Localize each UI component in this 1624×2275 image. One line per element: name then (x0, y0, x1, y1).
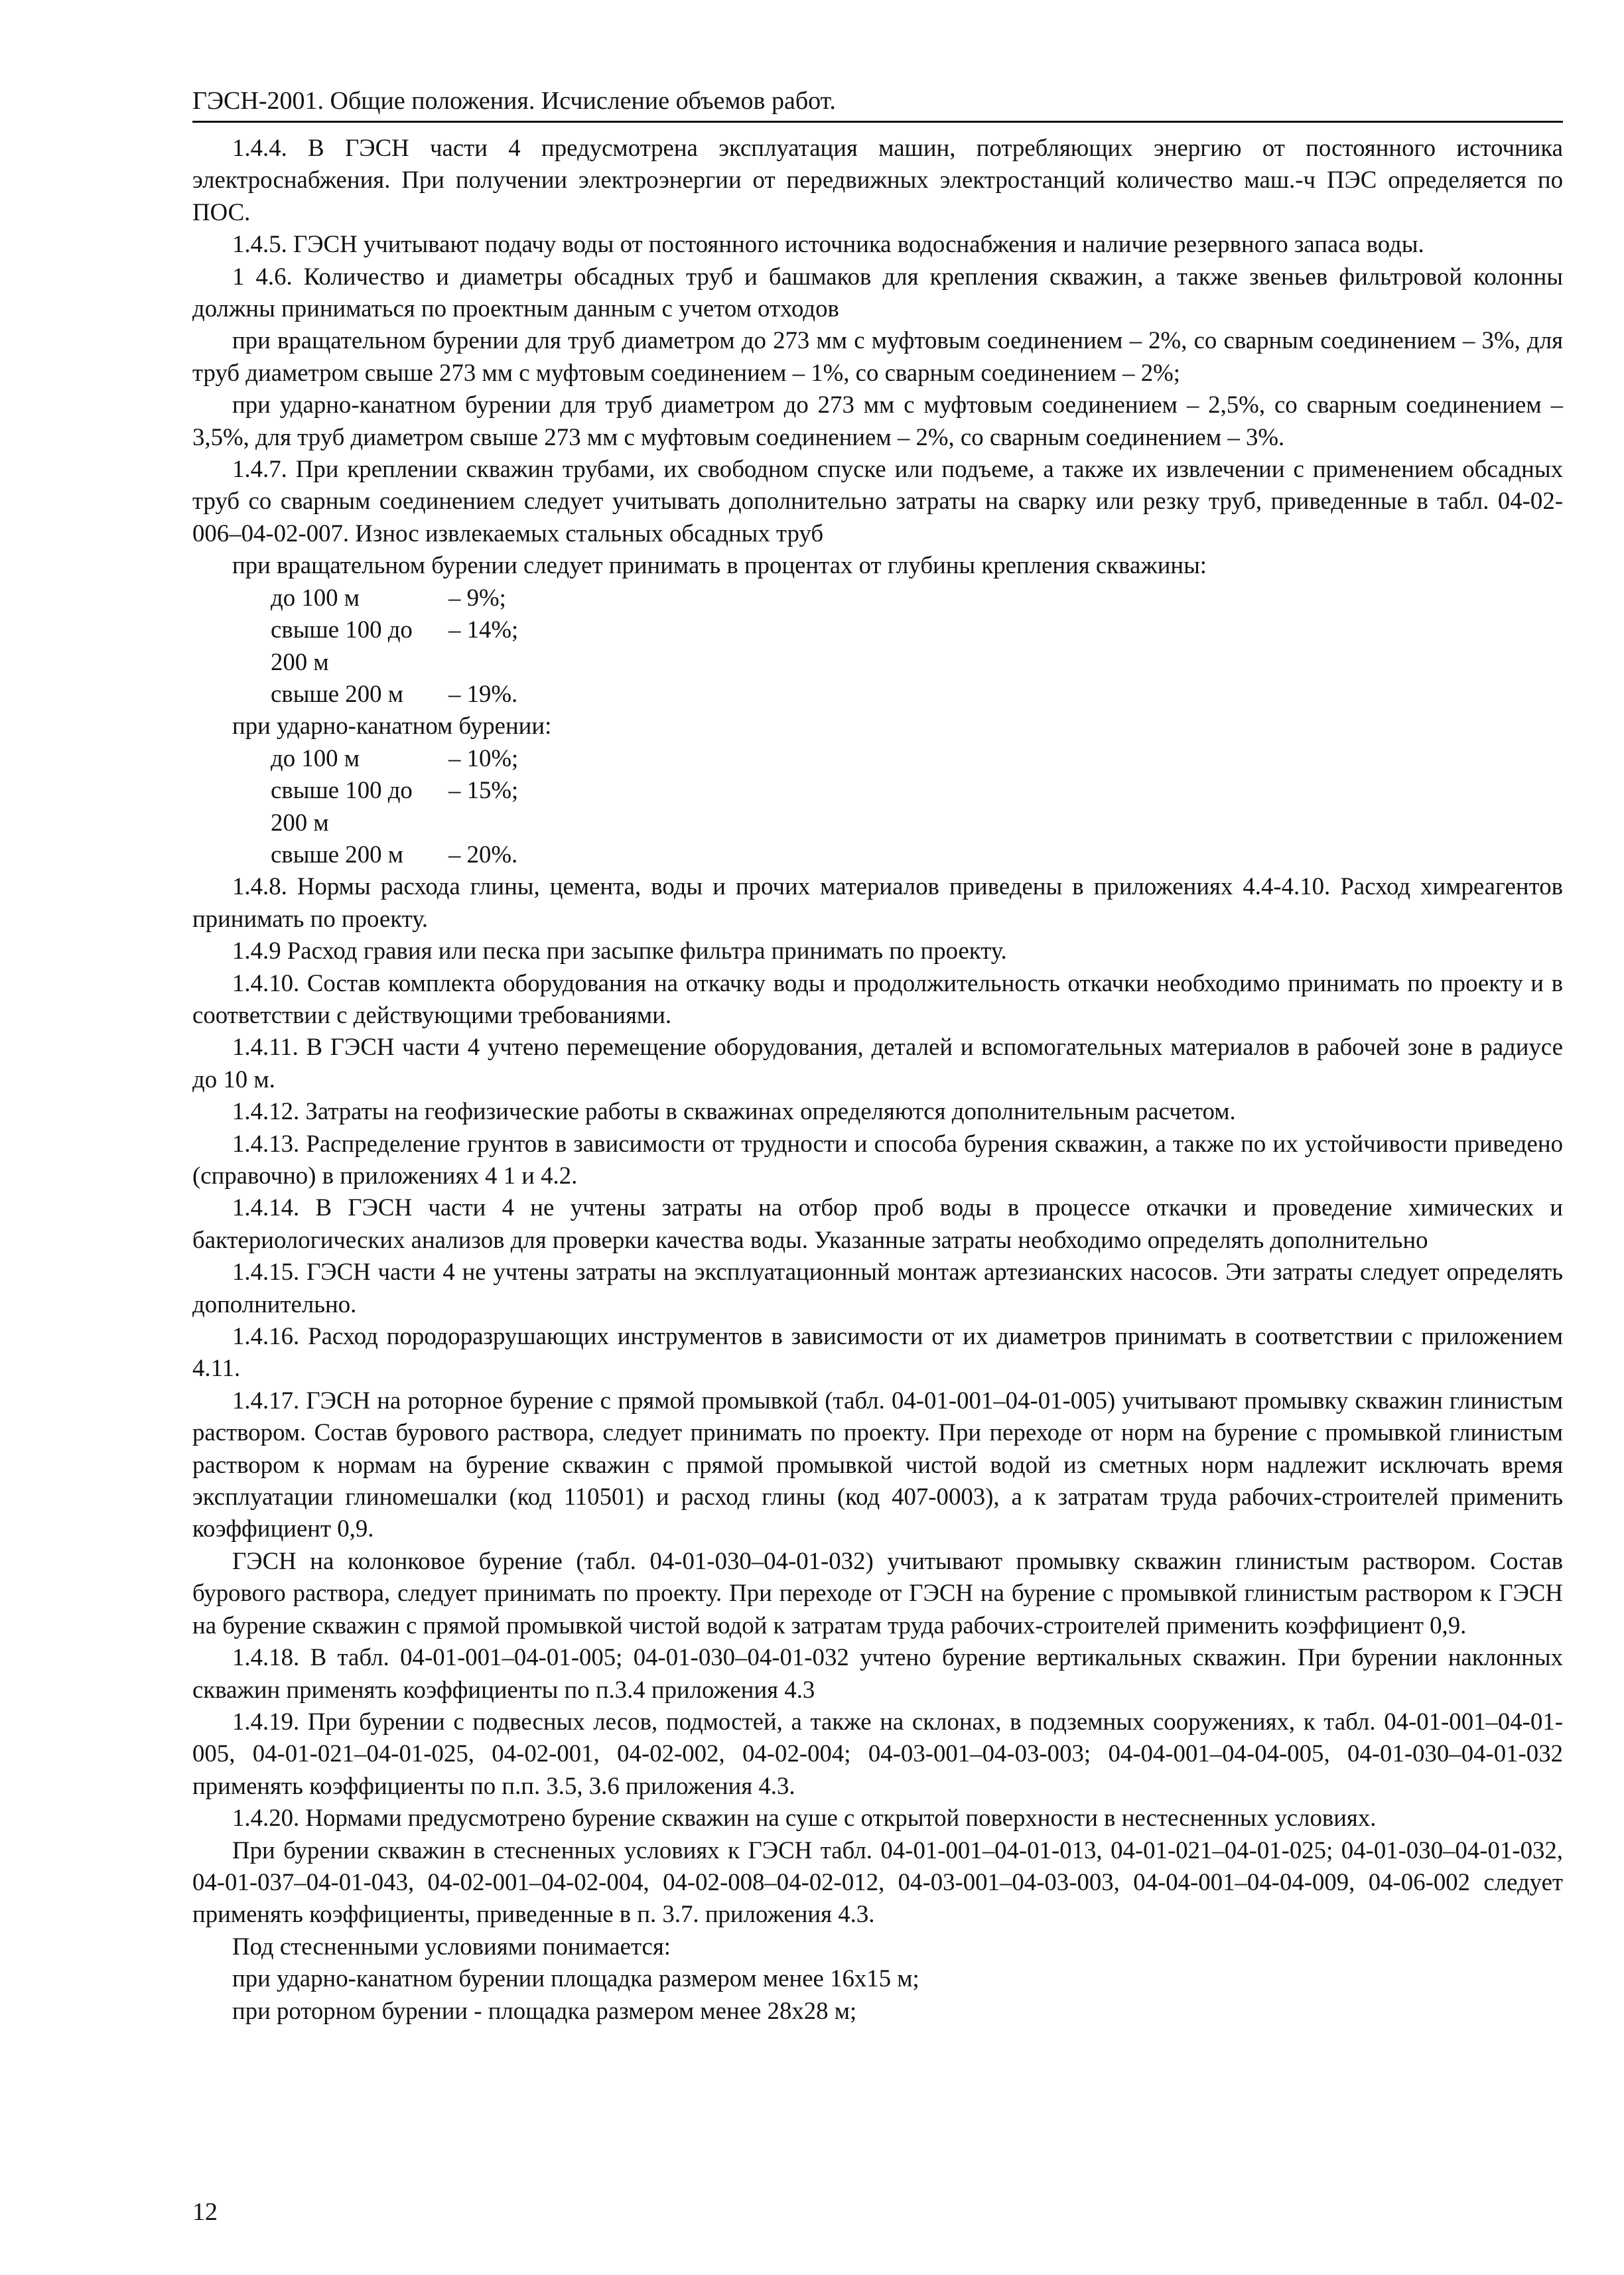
wear-percent: – 19%. (448, 679, 518, 707)
paragraph-rotary-site: при роторном бурении - площадка размером менее 28х28 м; (232, 1996, 857, 2024)
list-item (192, 582, 1563, 614)
list-item (192, 774, 1563, 839)
depth-range: свыше 200 м (271, 840, 403, 868)
paragraph-1-4-15: 1.4.15. ГЭСН части 4 не учтены затраты на эксплуатационный монтаж артезианских насосов. Эти затраты следует определять дополнительно. (192, 1258, 1563, 1318)
depth-range: свыше 100 до 200 м (271, 776, 413, 836)
paragraph-constrained-drilling: При бурении скважин в стесненных условиях к ГЭСН табл. 04-01-001–04-01-013, 04-01-021–04-01-025; 04-01-030–04-01-032, 04-01-037–04-01-043, 04-02-001–04-02-004, 04-02-008–04-02-012, 04-03-001–04-03-003, 04-04-001–04-04-009, 04-06-002 следует применять коэффициенты, приведенные в п. 3.7. приложения 4.3. (192, 1836, 1563, 1928)
wear-percent: – 10%; (448, 744, 519, 772)
paragraph-1-4-9: 1.4.9 Расход гравия или песка при засыпке фильтра принимать по проекту. (232, 937, 1007, 965)
paragraph-percussion-pipes: при ударно-канатном бурении для труб диаметром до 273 мм с муфтовым соединением – 2,5%, со сварным соединением – 3,5%, для труб диаметром свыше 273 мм с муфтовым соединением – 2%, со сварным соединением – 3%. (192, 391, 1563, 450)
running-header: ГЭСН-2001. Общие положения. Исчисление объемов работ. (192, 85, 1563, 123)
paragraph-percussion-wear: при ударно-канатном бурении: (232, 712, 552, 740)
depth-range: свыше 100 до 200 м (271, 616, 413, 675)
document-body (192, 132, 1563, 2027)
paragraph-1-4-14: 1.4.14. В ГЭСН части 4 не учтены затраты на отбор проб воды в процессе откачки и проведение химических и бактериологических анализов для проверки качества воды. Указанные затраты необходимо определять дополнительно (192, 1194, 1563, 1253)
list-item (192, 614, 1563, 678)
paragraph-1-4-20: 1.4.20. Нормами предусмотрено бурение скважин на суше с открытой поверхности в нестесненных условиях. (232, 1804, 1377, 1832)
paragraph-1-4-12: 1.4.12. Затраты на геофизические работы в скважинах определяются дополнительным расчетом. (232, 1097, 1236, 1125)
paragraph-1-4-7: 1.4.7. При креплении скважин трубами, их свободном спуске или подъеме, а также их извлечении с применением обсадных труб со сварным соединением следует учитывать дополнительно затраты на сварку или резку труб, приведенные в табл. 04-02-006–04-02-007. Износ извлекаемых стальных обсадных труб (192, 455, 1563, 547)
paragraph-percussion-site: при ударно-канатном бурении площадка размером менее 16х15 м; (232, 1965, 919, 1992)
list-item (192, 839, 1563, 870)
paragraph-constrained-definition: Под стесненными условиями понимается: (232, 1932, 671, 1960)
wear-percent: – 15%; (448, 776, 519, 804)
percussion-wear-list (192, 742, 1563, 871)
list-item (192, 678, 1563, 710)
page-number: 12 (192, 2198, 218, 2226)
paragraph-1-4-18: 1.4.18. В табл. 04-01-001–04-01-005; 04-01-030–04-01-032 учтено бурение вертикальных скважин. При бурении наклонных скважин применять коэффициенты по п.3.4 приложения 4.3 (192, 1643, 1563, 1703)
rotary-wear-list (192, 582, 1563, 711)
paragraph-core-drilling: ГЭСН на колонковое бурение (табл. 04-01-030–04-01-032) учитывают промывку скважин глинистым раствором. Состав бурового раствора, следует принимать по проекту. При переходе от ГЭСН на бурение с промывкой глинистым раствором к ГЭСН на бурение скважин с прямой промывкой чистой водой к затратам труда рабочих-строителей применить коэффициент 0,9. (192, 1547, 1563, 1639)
paragraph-1-4-19: 1.4.19. При бурении с подвесных лесов, подмостей, а также на склонах, в подземных сооружениях, к табл. 04-01-001–04-01-005, 04-01-021–04-01-025, 04-02-001, 04-02-002, 04-02-004; 04-03-001–04-03-003; 04-04-001–04-04-005, 04-01-030–04-01-032 применять коэффициенты по п.п. 3.5, 3.6 приложения 4.3. (192, 1707, 1563, 1799)
list-item (192, 742, 1563, 774)
paragraph-rotary-pipes: при вращательном бурении для труб диаметром до 273 мм с муфтовым соединением – 2%, со сварным соединением – 3%, для труб диаметром свыше 273 мм с муфтовым соединением – 1%, со сварным соединением – 2%; (192, 326, 1563, 386)
wear-percent: – 20%. (448, 840, 518, 868)
wear-percent: – 14%; (448, 616, 519, 644)
paragraph-1-4-13: 1.4.13. Распределение грунтов в зависимости от трудности и способа бурения скважин, а также по их устойчивости приведено (справочно) в приложениях 4 1 и 4.2. (192, 1129, 1563, 1189)
paragraph-rotary-wear: при вращательном бурении следует принимать в процентах от глубины крепления скважины: (232, 551, 1207, 579)
depth-range: до 100 м (271, 744, 360, 772)
paragraph-1-4-11: 1.4.11. В ГЭСН части 4 учтено перемещение оборудования, деталей и вспомогательных материалов в рабочей зоне в радиусе до 10 м. (192, 1033, 1563, 1093)
paragraph-1-4-10: 1.4.10. Состав комплекта оборудования на откачку воды и продолжительность откачки необходимо принимать по проекту и в соответствии с действующими требованиями. (192, 969, 1563, 1028)
paragraph-1-4-6: 1 4.6. Количество и диаметры обсадных труб и башмаков для крепления скважин, а также звеньев фильтровой колонны должны приниматься по проектным данным с учетом отходов (192, 262, 1563, 322)
paragraph-1-4-17: 1.4.17. ГЭСН на роторное бурение с прямой промывкой (табл. 04-01-001–04-01-005) учитывают промывку скважин глинистым раствором. Состав бурового раствора, следует принимать по проекту. При переходе от норм на бурение с промывкой глинистым раствором к нормам на бурение скважин с прямой промывкой чистой водой из сметных норм надлежит исключать время эксплуатации глиномешалки (код 110501) и расход глины (код 407-0003), а к затратам труда рабочих-строителей применить коэффициент 0,9. (192, 1386, 1563, 1543)
paragraph-1-4-5: 1.4.5. ГЭСН учитывают подачу воды от постоянного источника водоснабжения и наличие резервного запаса воды. (232, 230, 1424, 258)
paragraph-1-4-4: 1.4.4. В ГЭСН части 4 предусмотрена эксплуатация машин, потребляющих энергию от постоянного источника электроснабжения. При получении электроэнергии от передвижных электростанций количество маш.-ч ПЭС определяется по ПОС. (192, 134, 1563, 226)
depth-range: свыше 200 м (271, 679, 403, 707)
depth-range: до 100 м (271, 583, 360, 611)
paragraph-1-4-8: 1.4.8. Нормы расхода глины, цемента, воды и прочих материалов приведены в приложениях 4.4-4.10. Расход химреагентов принимать по проекту. (192, 872, 1563, 932)
wear-percent: – 9%; (448, 583, 506, 611)
paragraph-1-4-16: 1.4.16. Расход породоразрушающих инструментов в зависимости от их диаметров принимать в соответствии с приложением 4.11. (192, 1322, 1563, 1382)
